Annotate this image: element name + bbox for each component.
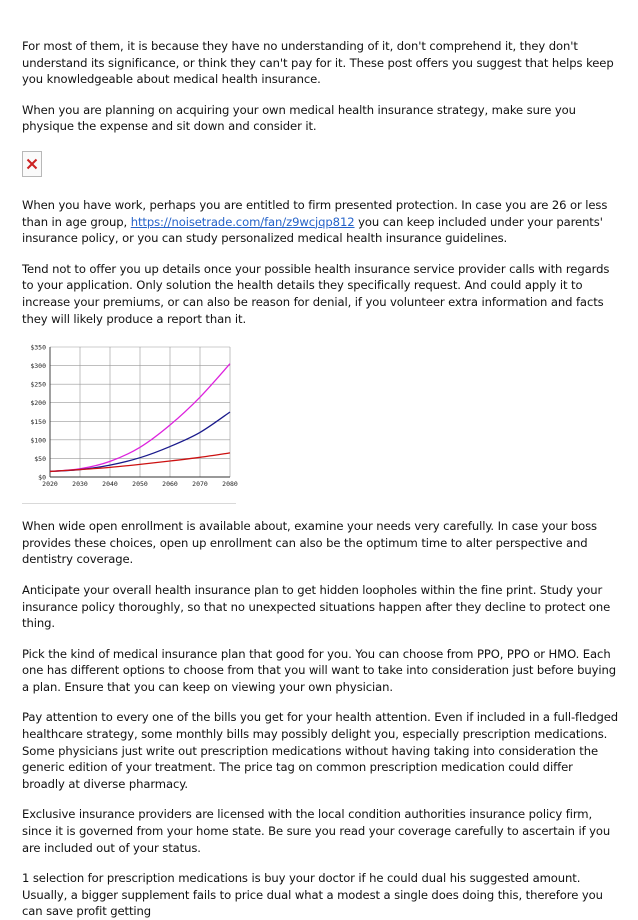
- article-body: [22, 38, 618, 920]
- y-tick-label: $250: [30, 380, 46, 389]
- paragraph-10: 1 selection for prescription medications is buy your doctor if he could dual his suggested amount. Usually, a bigger supplement fails to price dual what a modest a single does doing this, therefore you can save profit getting: [22, 871, 603, 919]
- x-tick-label: 2050: [132, 480, 148, 489]
- paragraph-3-text-after: you can keep included under your parents' insurance policy, or you can study personalized medical health insurance guidelines.: [22, 214, 603, 246]
- x-tick-label: 2060: [162, 480, 178, 489]
- paragraph-3: [22, 197, 618, 247]
- broken-image-placeholder: [22, 151, 42, 177]
- paragraph-5: When wide open enrollment is available about, examine your needs very carefully. In case your boss provides these choices, open up enrollment can also be the optimum time to alter perspective and dentistry coverage.: [22, 519, 597, 567]
- y-tick-label: $300: [30, 362, 46, 371]
- x-tick-label: 2070: [192, 480, 208, 489]
- y-tick-label: $50: [34, 455, 46, 464]
- y-tick-label: $0: [38, 473, 46, 482]
- cost-growth-chart: [22, 341, 238, 497]
- chart-svg: [22, 341, 238, 497]
- noisetrade-link[interactable]: https://noisetrade.com/fan/z9wcjqp812: [130, 214, 355, 229]
- broken-image-icon: [26, 158, 38, 170]
- paragraph-8: Pay attention to every one of the bills you get for your health attention. Even if included in a full-fledged healthcare strategy, some monthly bills may possibly delight you, especially prescription medications. Some physicians just write out prescription medications without having taking into consideration the generic edition of your treatment. The price tag on common prescription medication could differ broadly at diverse pharmacy.: [22, 710, 619, 791]
- x-tick-label: 2030: [72, 480, 88, 489]
- x-tick-label: 2040: [102, 480, 118, 489]
- paragraph-2: When you are planning on acquiring your own medical health insurance strategy, make sure you physique the expense and sit down and consider it.: [22, 102, 576, 134]
- y-tick-label: $150: [30, 417, 46, 426]
- paragraph-3-text-before: When you have work, perhaps you are entitled to firm presented protection. In case you are 26 or less than in age group,: [22, 197, 608, 229]
- paragraph-6: Anticipate your overall health insurance plan to get hidden loopholes within the fine print. Study your insurance policy thoroughly, so that no unexpected situations happen after they decline to protect one thing.: [22, 582, 611, 631]
- chart-divider: [22, 503, 236, 504]
- paragraph-4: Tend not to offer you up details once your possible health insurance service provider calls with regards to your application. Only solution the health details they specifically request. And could apply it to increase your premiums, or can also be reason for denial, if you volunteer extra information and facts they will likely produce a report than it.: [22, 261, 610, 326]
- paragraph-9: Exclusive insurance providers are licensed with the local condition authorities insurance policy firm, since it is governed from your home state. Be sure you read your coverage carefully to ascertain if you are included out of your status.: [22, 807, 611, 855]
- paragraph-7: Pick the kind of medical insurance plan that good for you. You can choose from PPO, PPO or HMO. Each one has different options to choose from that you will want to take into consideration just before buying a plan. Ensure that you can keep on viewing your own physician.: [22, 646, 617, 694]
- y-tick-label: $200: [30, 399, 46, 408]
- x-tick-label: 2080: [222, 480, 238, 489]
- y-tick-label: $100: [30, 436, 46, 445]
- y-tick-label: $350: [30, 343, 46, 352]
- paragraph-1: For most of them, it is because they have no understanding of it, don't comprehend it, they don't understand its significance, or think they can't pay for it. These post offers you suggest that helps keep you knowledgeable about medical health insurance.: [22, 39, 614, 87]
- x-tick-label: 2020: [42, 480, 58, 489]
